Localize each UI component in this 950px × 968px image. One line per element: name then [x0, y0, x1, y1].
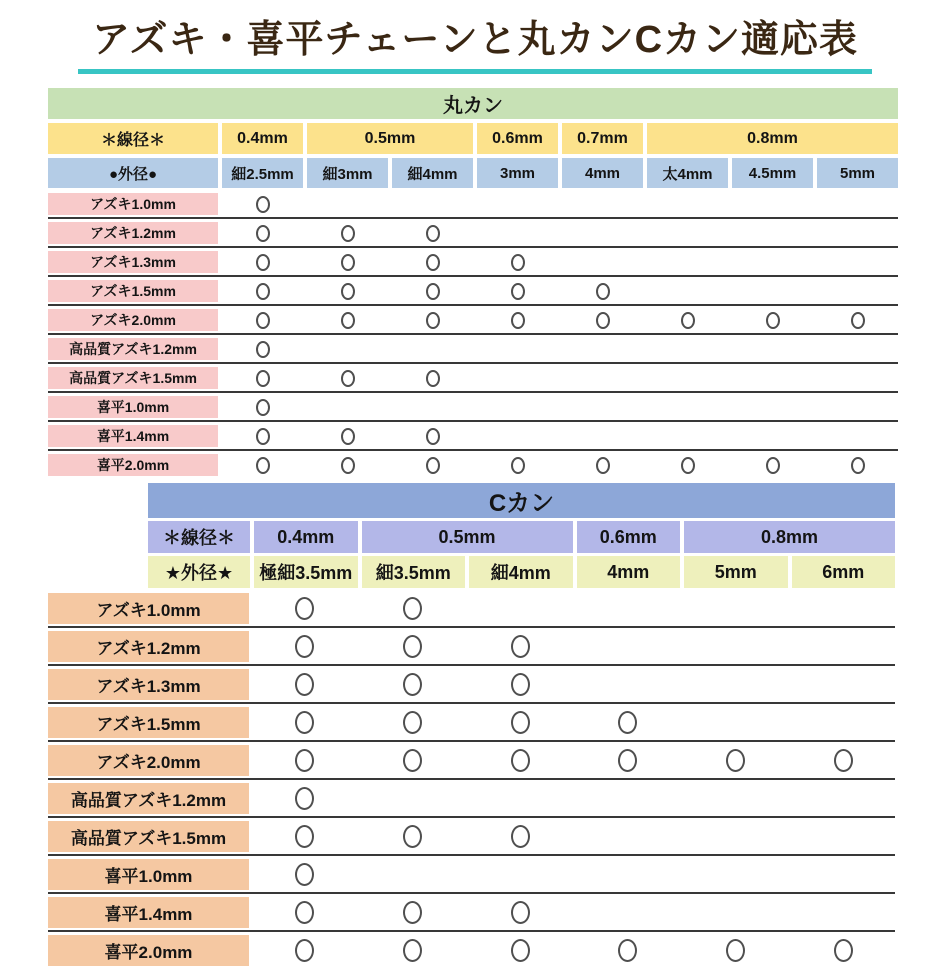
- wire-diameter-label: ＊線径＊: [148, 521, 250, 553]
- compatible-circle-mark: [341, 428, 355, 445]
- mark-cell: [253, 669, 357, 700]
- compatible-circle-mark: [256, 399, 270, 416]
- table-row: [48, 626, 895, 664]
- mark-cell: [732, 193, 813, 215]
- chain-row-label: アズキ1.5mm: [48, 280, 218, 302]
- mark-cell: [392, 280, 473, 302]
- mark-cell: [468, 897, 572, 928]
- chain-row-label: 喜平1.0mm: [48, 859, 249, 890]
- mark-cell: [253, 707, 357, 738]
- wire-diameter-label: ＊線径＊: [48, 123, 218, 154]
- mark-cell: [817, 338, 898, 360]
- mark-cell: [392, 367, 473, 389]
- compatible-circle-mark: [256, 283, 270, 300]
- mark-cell: [647, 367, 728, 389]
- mark-cell: [576, 707, 680, 738]
- mark-cell: [477, 338, 558, 360]
- table-row: [48, 191, 898, 217]
- compatible-circle-mark: [511, 901, 530, 924]
- mark-cell: [468, 783, 572, 814]
- mark-cell: [684, 783, 788, 814]
- mark-cell: [222, 367, 303, 389]
- table-row: [48, 217, 898, 246]
- compatible-circle-mark: [726, 749, 745, 772]
- compatible-circle-mark: [256, 370, 270, 387]
- table-row: [48, 304, 898, 333]
- compatible-circle-mark: [851, 312, 865, 329]
- compatible-circle-mark: [256, 254, 270, 271]
- wire-size-cell: 0.5mm: [307, 123, 473, 154]
- mark-cell: [732, 454, 813, 476]
- mark-cell: [817, 222, 898, 244]
- wire-size-cell: 0.5mm: [362, 521, 573, 553]
- compatible-circle-mark: [511, 283, 525, 300]
- mark-cell: [732, 280, 813, 302]
- mark-cell: [222, 396, 303, 418]
- mark-cell: [222, 454, 303, 476]
- mark-cell: [361, 707, 465, 738]
- mark-cell: [222, 309, 303, 331]
- table-row: [48, 246, 898, 275]
- compatible-circle-mark: [256, 225, 270, 242]
- mark-cell: [791, 631, 895, 662]
- outer-size-cell: 3mm: [477, 158, 558, 188]
- table-row: [48, 664, 895, 702]
- compatible-circle-mark: [341, 225, 355, 242]
- outer-size-cell: 細4mm: [392, 158, 473, 188]
- compatible-circle-mark: [834, 749, 853, 772]
- mark-cell: [253, 745, 357, 776]
- wire-size-cell: 0.6mm: [477, 123, 558, 154]
- mark-cell: [684, 821, 788, 852]
- compatible-circle-mark: [256, 428, 270, 445]
- mark-cell: [576, 631, 680, 662]
- compatible-circle-mark: [511, 312, 525, 329]
- mark-cell: [647, 309, 728, 331]
- mark-cell: [791, 859, 895, 890]
- mark-cell: [361, 631, 465, 662]
- mark-cell: [468, 593, 572, 624]
- compatible-circle-mark: [295, 825, 314, 848]
- compatible-circle-mark: [834, 939, 853, 962]
- mark-cell: [468, 707, 572, 738]
- chain-row-label: 高品質アズキ1.2mm: [48, 783, 249, 814]
- chain-row-label: 高品質アズキ1.5mm: [48, 367, 218, 389]
- compatible-circle-mark: [295, 901, 314, 924]
- wire-size-cell: 0.7mm: [562, 123, 643, 154]
- compatible-circle-mark: [295, 711, 314, 734]
- compatible-circle-mark: [403, 939, 422, 962]
- mark-cell: [562, 367, 643, 389]
- chain-row-label: 喜平1.4mm: [48, 425, 218, 447]
- compatible-circle-mark: [403, 901, 422, 924]
- mark-cell: [361, 897, 465, 928]
- table-row: [48, 778, 895, 816]
- mark-cell: [817, 396, 898, 418]
- mark-cell: [222, 280, 303, 302]
- page-title: アズキ・喜平チェーンと丸カンCカン適応表: [78, 18, 872, 74]
- compatible-circle-mark: [341, 312, 355, 329]
- c-kan-table-title: Cカン: [148, 483, 895, 518]
- c-outer-diameter-row: [148, 556, 895, 588]
- compatible-circle-mark: [766, 457, 780, 474]
- outer-size-cell: 細2.5mm: [222, 158, 303, 188]
- mark-cell: [791, 745, 895, 776]
- mark-cell: [477, 367, 558, 389]
- mark-cell: [477, 454, 558, 476]
- mark-cell: [361, 593, 465, 624]
- mark-cell: [791, 897, 895, 928]
- outer-size-cell: 4mm: [577, 556, 681, 588]
- mark-cell: [791, 935, 895, 966]
- mark-cell: [222, 251, 303, 273]
- compatible-circle-mark: [341, 254, 355, 271]
- wire-size-cell: 0.6mm: [577, 521, 681, 553]
- table-row: [48, 740, 895, 778]
- outer-size-cell: 6mm: [792, 556, 896, 588]
- mark-cell: [684, 935, 788, 966]
- compatible-circle-mark: [681, 312, 695, 329]
- compatible-circle-mark: [596, 457, 610, 474]
- mark-cell: [817, 425, 898, 447]
- mark-cell: [307, 193, 388, 215]
- mark-cell: [732, 251, 813, 273]
- compatible-circle-mark: [511, 749, 530, 772]
- table-row: [48, 702, 895, 740]
- mark-cell: [562, 338, 643, 360]
- mark-cell: [562, 309, 643, 331]
- mark-cell: [222, 193, 303, 215]
- mark-cell: [468, 859, 572, 890]
- mark-cell: [732, 396, 813, 418]
- mark-cell: [222, 338, 303, 360]
- title-bar: [0, 18, 950, 76]
- mark-cell: [253, 935, 357, 966]
- chain-row-label: 高品質アズキ1.2mm: [48, 338, 218, 360]
- mark-cell: [562, 222, 643, 244]
- mark-cell: [253, 897, 357, 928]
- mark-cell: [732, 338, 813, 360]
- mark-cell: [477, 309, 558, 331]
- mark-cell: [468, 745, 572, 776]
- mark-cell: [477, 251, 558, 273]
- compatible-circle-mark: [851, 457, 865, 474]
- mark-cell: [477, 396, 558, 418]
- compatible-circle-mark: [295, 597, 314, 620]
- mark-cell: [562, 396, 643, 418]
- mark-cell: [647, 251, 728, 273]
- mark-cell: [684, 669, 788, 700]
- compatible-circle-mark: [295, 939, 314, 962]
- mark-cell: [253, 783, 357, 814]
- table-row: [48, 420, 898, 449]
- outer-size-cell: 5mm: [684, 556, 788, 588]
- mark-cell: [732, 309, 813, 331]
- mark-cell: [392, 396, 473, 418]
- compatible-circle-mark: [426, 254, 440, 271]
- compatible-circle-mark: [256, 457, 270, 474]
- compatible-circle-mark: [403, 711, 422, 734]
- wire-size-cell: 0.8mm: [647, 123, 898, 154]
- compatible-circle-mark: [295, 749, 314, 772]
- compatible-circle-mark: [426, 283, 440, 300]
- compatible-circle-mark: [295, 673, 314, 696]
- mark-cell: [307, 396, 388, 418]
- mark-cell: [576, 897, 680, 928]
- table-row: [48, 816, 895, 854]
- compatible-circle-mark: [403, 597, 422, 620]
- mark-cell: [791, 669, 895, 700]
- mark-cell: [562, 425, 643, 447]
- compatible-circle-mark: [426, 312, 440, 329]
- chain-row-label: 喜平1.4mm: [48, 897, 249, 928]
- mark-cell: [468, 935, 572, 966]
- mark-cell: [361, 935, 465, 966]
- compatible-circle-mark: [403, 635, 422, 658]
- mark-cell: [647, 193, 728, 215]
- compatible-circle-mark: [295, 635, 314, 658]
- compatible-circle-mark: [426, 457, 440, 474]
- mark-cell: [576, 745, 680, 776]
- chain-row-label: アズキ1.2mm: [48, 631, 249, 662]
- compatible-circle-mark: [726, 939, 745, 962]
- table-row: [48, 930, 895, 968]
- outer-size-cell: 極細3.5mm: [254, 556, 358, 588]
- compatible-circle-mark: [256, 341, 270, 358]
- mark-cell: [307, 338, 388, 360]
- compatible-circle-mark: [403, 825, 422, 848]
- chain-row-label: 喜平1.0mm: [48, 396, 218, 418]
- compatible-circle-mark: [681, 457, 695, 474]
- mark-cell: [361, 783, 465, 814]
- mark-cell: [732, 367, 813, 389]
- chain-row-label: 高品質アズキ1.5mm: [48, 821, 249, 852]
- table-row: [48, 591, 895, 626]
- mark-cell: [684, 593, 788, 624]
- c-kan-table-header: [148, 483, 895, 588]
- maru-data-rows: [48, 191, 898, 478]
- mark-cell: [576, 821, 680, 852]
- mark-cell: [222, 425, 303, 447]
- outer-size-cell: 5mm: [817, 158, 898, 188]
- mark-cell: [361, 745, 465, 776]
- compatible-circle-mark: [511, 825, 530, 848]
- compatible-circle-mark: [511, 254, 525, 271]
- mark-cell: [576, 935, 680, 966]
- wire-size-cell: 0.4mm: [222, 123, 303, 154]
- mark-cell: [392, 222, 473, 244]
- mark-cell: [647, 280, 728, 302]
- table-row: [48, 333, 898, 362]
- mark-cell: [817, 367, 898, 389]
- mark-cell: [392, 338, 473, 360]
- compatible-circle-mark: [341, 370, 355, 387]
- compatible-circle-mark: [295, 787, 314, 810]
- maru-wire-diameter-row: [48, 123, 898, 154]
- mark-cell: [392, 309, 473, 331]
- compatible-circle-mark: [426, 428, 440, 445]
- mark-cell: [576, 783, 680, 814]
- mark-cell: [817, 309, 898, 331]
- mark-cell: [791, 707, 895, 738]
- compatible-circle-mark: [341, 283, 355, 300]
- mark-cell: [562, 193, 643, 215]
- c-wire-diameter-row: [148, 521, 895, 553]
- outer-diameter-label: ●外径●: [48, 158, 218, 188]
- mark-cell: [684, 897, 788, 928]
- compatible-circle-mark: [426, 225, 440, 242]
- maru-kan-table-title: 丸カン: [48, 88, 898, 119]
- compatible-circle-mark: [511, 673, 530, 696]
- mark-cell: [684, 859, 788, 890]
- outer-size-cell: 細3mm: [307, 158, 388, 188]
- mark-cell: [392, 193, 473, 215]
- outer-size-cell: 4mm: [562, 158, 643, 188]
- mark-cell: [791, 783, 895, 814]
- mark-cell: [647, 222, 728, 244]
- compatible-circle-mark: [403, 749, 422, 772]
- mark-cell: [307, 367, 388, 389]
- outer-size-cell: 太4mm: [647, 158, 728, 188]
- compatible-circle-mark: [295, 863, 314, 886]
- mark-cell: [791, 593, 895, 624]
- mark-cell: [562, 251, 643, 273]
- outer-size-cell: 4.5mm: [732, 158, 813, 188]
- table-row: [48, 854, 895, 892]
- mark-cell: [647, 454, 728, 476]
- mark-cell: [817, 251, 898, 273]
- mark-cell: [253, 593, 357, 624]
- maru-outer-diameter-row: [48, 158, 898, 188]
- compatible-circle-mark: [256, 312, 270, 329]
- mark-cell: [817, 193, 898, 215]
- mark-cell: [392, 251, 473, 273]
- chain-row-label: 喜平2.0mm: [48, 454, 218, 476]
- mark-cell: [562, 280, 643, 302]
- outer-size-cell: 細3.5mm: [362, 556, 466, 588]
- compatible-circle-mark: [511, 635, 530, 658]
- mark-cell: [468, 669, 572, 700]
- wire-size-cell: 0.8mm: [684, 521, 895, 553]
- mark-cell: [791, 821, 895, 852]
- chain-row-label: 喜平2.0mm: [48, 935, 249, 966]
- mark-cell: [222, 222, 303, 244]
- chain-row-label: アズキ1.2mm: [48, 222, 218, 244]
- outer-size-cell: 細4mm: [469, 556, 573, 588]
- chain-row-label: アズキ2.0mm: [48, 309, 218, 331]
- table-row: [48, 391, 898, 420]
- compatible-circle-mark: [618, 711, 637, 734]
- mark-cell: [361, 859, 465, 890]
- wire-size-cell: 0.4mm: [254, 521, 358, 553]
- mark-cell: [307, 251, 388, 273]
- chain-row-label: アズキ1.0mm: [48, 593, 249, 624]
- chain-row-label: アズキ2.0mm: [48, 745, 249, 776]
- mark-cell: [392, 454, 473, 476]
- mark-cell: [307, 454, 388, 476]
- mark-cell: [684, 631, 788, 662]
- mark-cell: [647, 425, 728, 447]
- mark-cell: [562, 454, 643, 476]
- mark-cell: [477, 280, 558, 302]
- compatible-circle-mark: [618, 939, 637, 962]
- mark-cell: [361, 669, 465, 700]
- compatible-circle-mark: [596, 283, 610, 300]
- compatible-circle-mark: [618, 749, 637, 772]
- compatible-circle-mark: [426, 370, 440, 387]
- compatible-circle-mark: [511, 939, 530, 962]
- mark-cell: [361, 821, 465, 852]
- mark-cell: [253, 859, 357, 890]
- table-row: [48, 275, 898, 304]
- c-data-rows: [48, 591, 895, 968]
- mark-cell: [732, 222, 813, 244]
- compatible-circle-mark: [341, 457, 355, 474]
- mark-cell: [576, 593, 680, 624]
- compatible-circle-mark: [766, 312, 780, 329]
- mark-cell: [477, 193, 558, 215]
- compatible-circle-mark: [596, 312, 610, 329]
- maru-kan-table: [48, 88, 898, 478]
- mark-cell: [647, 338, 728, 360]
- mark-cell: [253, 631, 357, 662]
- table-row: [48, 892, 895, 930]
- mark-cell: [477, 222, 558, 244]
- mark-cell: [307, 280, 388, 302]
- table-row: [48, 362, 898, 391]
- compatible-circle-mark: [256, 196, 270, 213]
- compatible-circle-mark: [511, 711, 530, 734]
- chain-row-label: アズキ1.0mm: [48, 193, 218, 215]
- chain-row-label: アズキ1.3mm: [48, 251, 218, 273]
- mark-cell: [477, 425, 558, 447]
- mark-cell: [468, 631, 572, 662]
- mark-cell: [253, 821, 357, 852]
- chain-row-label: アズキ1.5mm: [48, 707, 249, 738]
- mark-cell: [647, 396, 728, 418]
- mark-cell: [307, 425, 388, 447]
- mark-cell: [684, 745, 788, 776]
- mark-cell: [468, 821, 572, 852]
- outer-diameter-label: ★外径★: [148, 556, 250, 588]
- mark-cell: [392, 425, 473, 447]
- chain-row-label: アズキ1.3mm: [48, 669, 249, 700]
- mark-cell: [307, 309, 388, 331]
- mark-cell: [576, 669, 680, 700]
- mark-cell: [684, 707, 788, 738]
- mark-cell: [576, 859, 680, 890]
- compatible-circle-mark: [403, 673, 422, 696]
- mark-cell: [817, 454, 898, 476]
- table-row: [48, 449, 898, 478]
- compatible-circle-mark: [511, 457, 525, 474]
- mark-cell: [307, 222, 388, 244]
- mark-cell: [732, 425, 813, 447]
- mark-cell: [817, 280, 898, 302]
